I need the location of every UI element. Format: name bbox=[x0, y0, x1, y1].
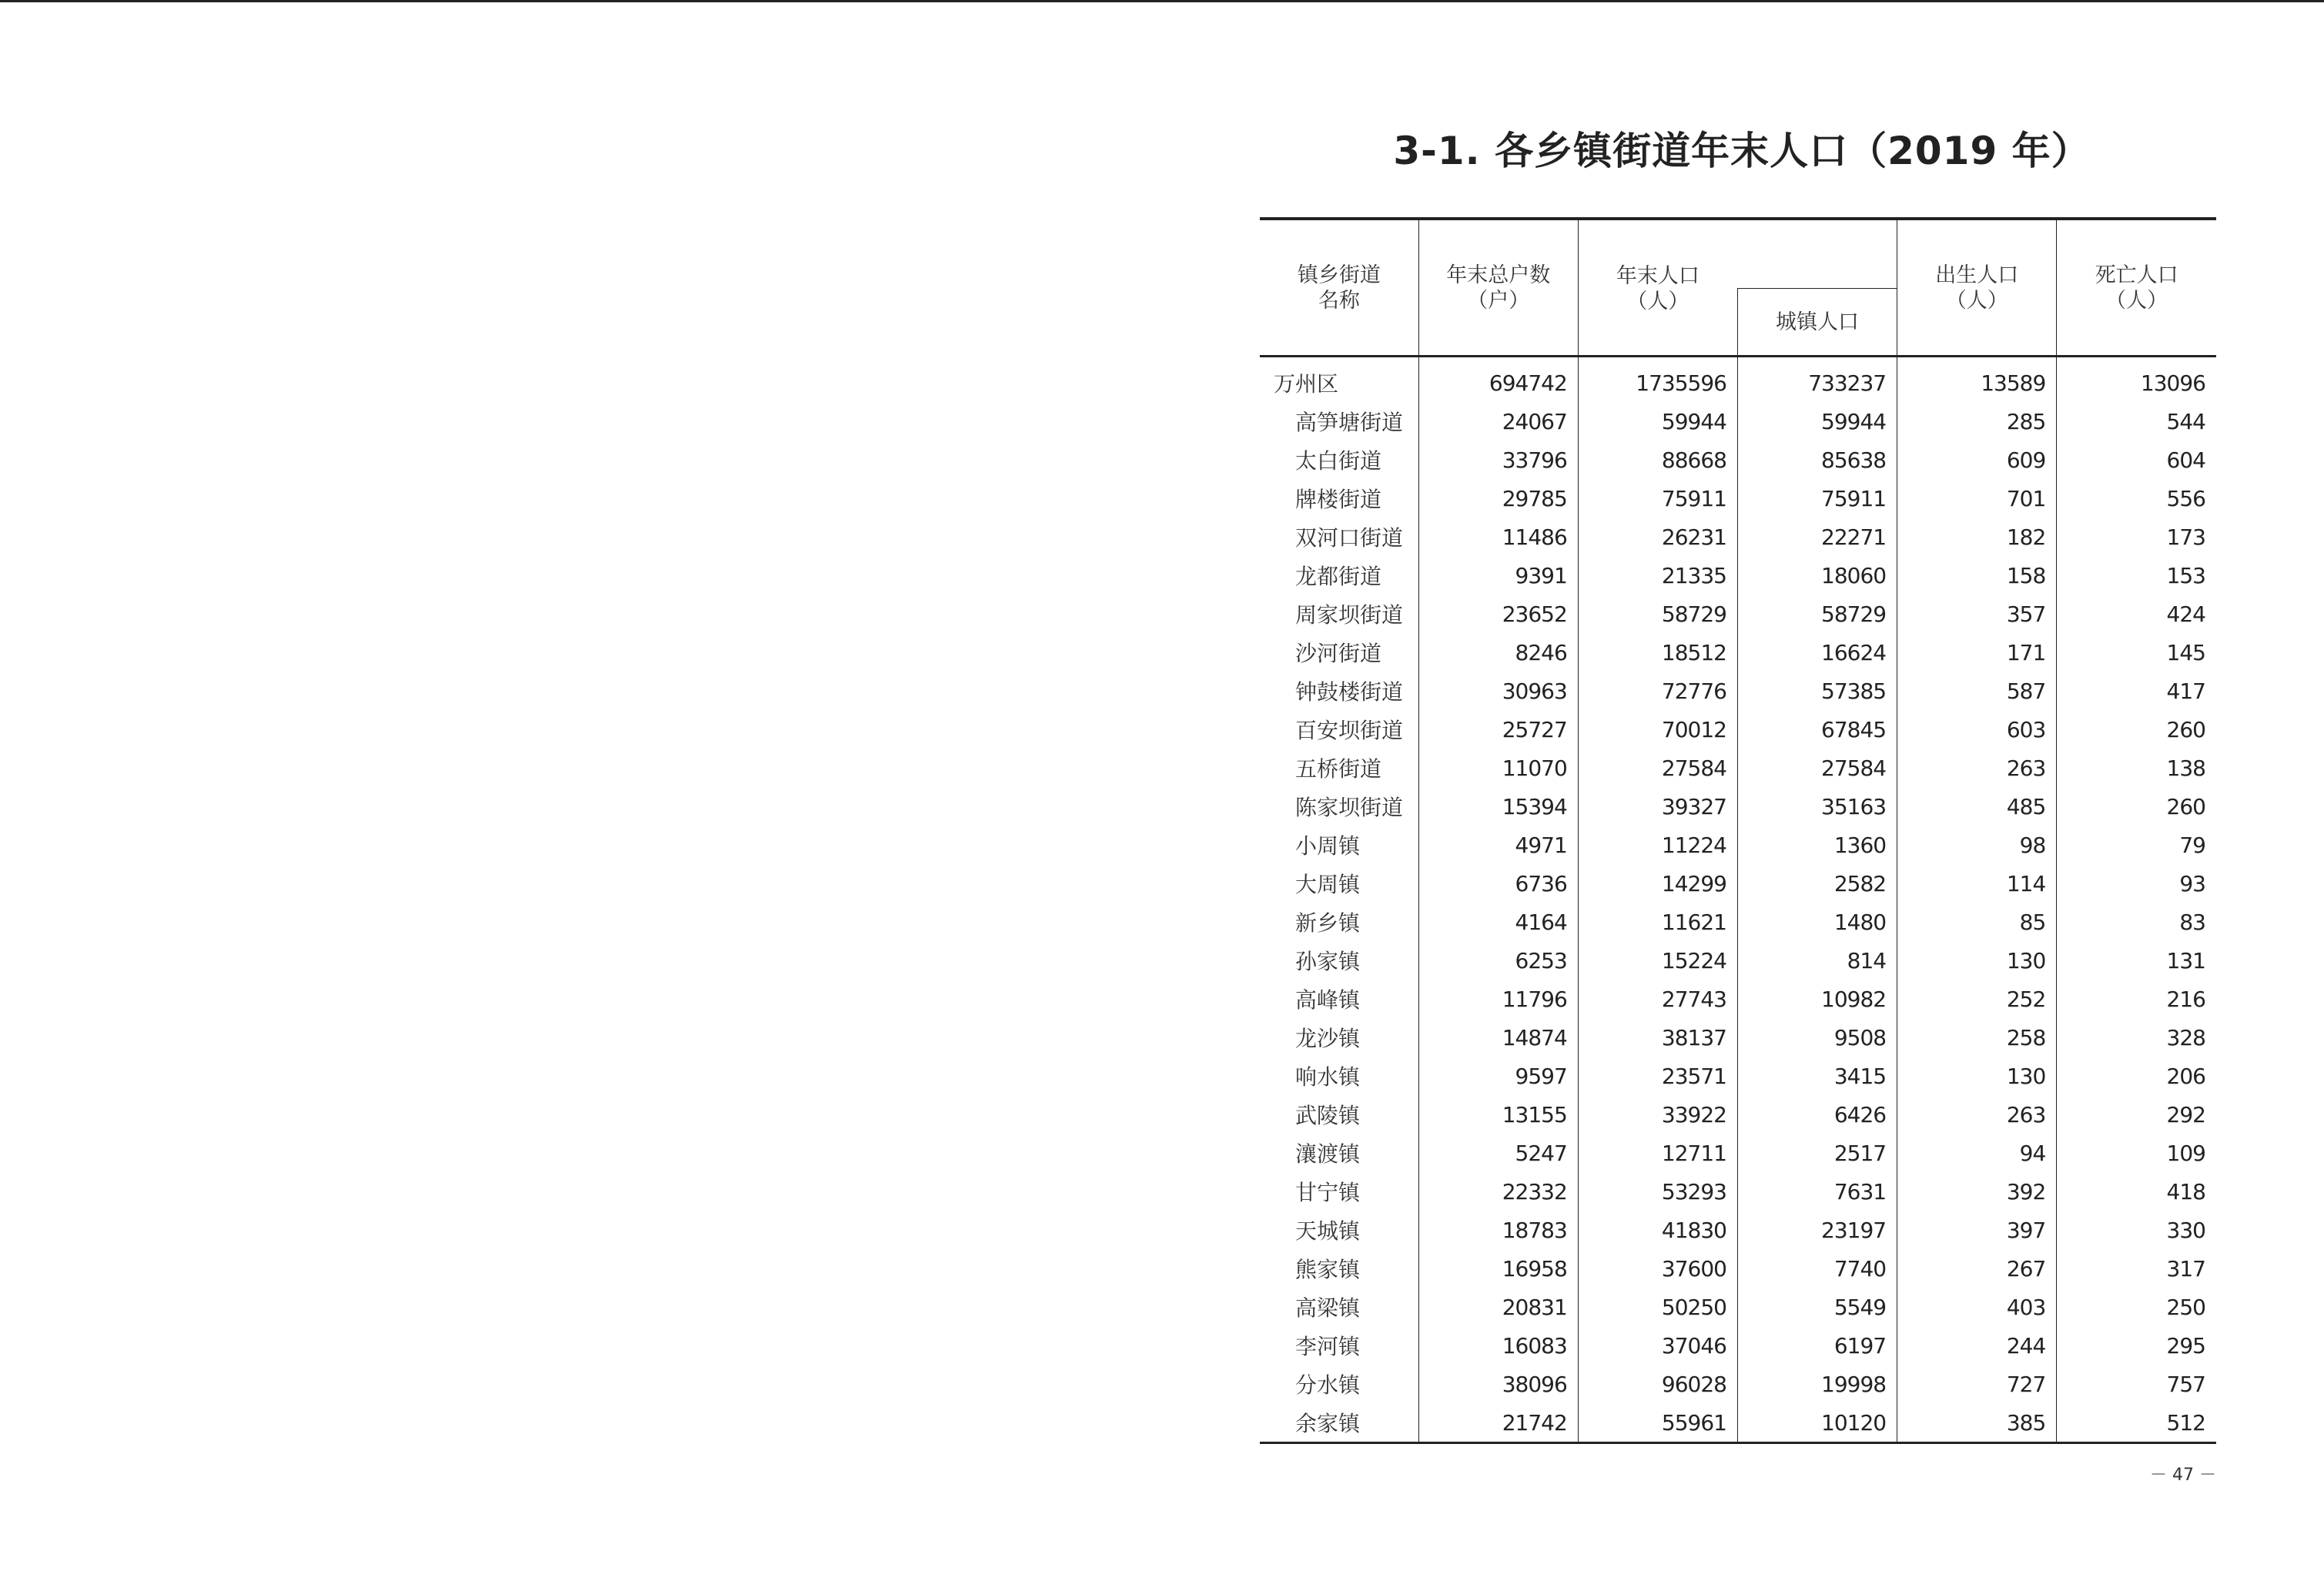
cell-households: 6736 bbox=[1418, 864, 1578, 903]
cell-households: 18783 bbox=[1418, 1211, 1578, 1249]
cell-births: 158 bbox=[1897, 556, 2057, 595]
header-births: 出生人口 （人） bbox=[1897, 219, 2057, 357]
cell-households: 9391 bbox=[1418, 556, 1578, 595]
table-row bbox=[1260, 479, 2216, 518]
row-name: 万州区 bbox=[1274, 371, 1339, 397]
row-name: 小周镇 bbox=[1295, 833, 1361, 859]
table-row bbox=[1260, 1403, 2216, 1443]
cell-households: 14874 bbox=[1418, 1018, 1578, 1057]
row-name: 熊家镇 bbox=[1295, 1257, 1361, 1282]
cell-births: 85 bbox=[1897, 903, 2057, 941]
cell-population: 23571 bbox=[1578, 1057, 1737, 1095]
cell-urban: 75911 bbox=[1737, 479, 1897, 518]
cell-population: 70012 bbox=[1578, 710, 1737, 749]
cell-births: 252 bbox=[1897, 980, 2057, 1018]
right-page bbox=[1260, 0, 2216, 1588]
cell-urban: 35163 bbox=[1737, 787, 1897, 826]
cell-deaths: 544 bbox=[2057, 402, 2216, 441]
cell-deaths: 79 bbox=[2057, 826, 2216, 864]
cell-births: 130 bbox=[1897, 941, 2057, 980]
table-row bbox=[1260, 556, 2216, 595]
cell-births: 397 bbox=[1897, 1211, 2057, 1249]
table-row bbox=[1260, 1134, 2216, 1172]
table-row bbox=[1260, 826, 2216, 864]
cell-urban: 1480 bbox=[1737, 903, 1897, 941]
page-title: 3-1. 各乡镇街道年末人口（2019 年） bbox=[1393, 129, 2091, 173]
cell-households: 21742 bbox=[1418, 1403, 1578, 1443]
cell-households: 11796 bbox=[1418, 980, 1578, 1018]
cell-urban: 10982 bbox=[1737, 980, 1897, 1018]
table-row bbox=[1260, 441, 2216, 479]
table-body bbox=[1260, 357, 2216, 1443]
cell-households: 694742 bbox=[1418, 357, 1578, 403]
cell-births: 244 bbox=[1897, 1326, 2057, 1365]
cell-households: 4164 bbox=[1418, 903, 1578, 941]
row-name: 高峰镇 bbox=[1295, 987, 1361, 1013]
population-table bbox=[1260, 217, 2216, 1444]
cell-urban: 814 bbox=[1737, 941, 1897, 980]
table-row bbox=[1260, 787, 2216, 826]
cell-households: 30963 bbox=[1418, 672, 1578, 710]
cell-births: 701 bbox=[1897, 479, 2057, 518]
cell-deaths: 295 bbox=[2057, 1326, 2216, 1365]
row-name: 余家镇 bbox=[1260, 1403, 1418, 1443]
row-name: 牌楼街道 bbox=[1295, 487, 1382, 512]
table-row bbox=[1260, 1249, 2216, 1288]
table-row bbox=[1260, 1172, 2216, 1211]
cell-births: 603 bbox=[1897, 710, 2057, 749]
cell-households: 15394 bbox=[1418, 787, 1578, 826]
cell-population: 26231 bbox=[1578, 518, 1737, 556]
row-name: 天城镇 bbox=[1295, 1218, 1361, 1244]
row-name: 新乡镇 bbox=[1295, 910, 1361, 936]
row-name: 沙河街道 bbox=[1295, 641, 1382, 666]
cell-urban: 7631 bbox=[1737, 1172, 1897, 1211]
row-name: 钟鼓楼街道 bbox=[1295, 679, 1404, 705]
cell-population: 37046 bbox=[1578, 1326, 1737, 1365]
cell-births: 263 bbox=[1897, 749, 2057, 787]
cell-households: 11486 bbox=[1418, 518, 1578, 556]
row-name: 李河镇 bbox=[1295, 1334, 1361, 1359]
cell-births: 267 bbox=[1897, 1249, 2057, 1288]
page-number: － 47 － bbox=[2150, 1466, 2216, 1485]
table-row bbox=[1260, 1211, 2216, 1249]
cell-births: 13589 bbox=[1897, 357, 2057, 403]
cell-deaths: 260 bbox=[2057, 787, 2216, 826]
cell-population: 33922 bbox=[1578, 1095, 1737, 1134]
cell-population: 15224 bbox=[1578, 941, 1737, 980]
header-urban: 城镇人口 bbox=[1737, 289, 1897, 357]
cell-urban: 6426 bbox=[1737, 1095, 1897, 1134]
table-row bbox=[1260, 1288, 2216, 1326]
table-row bbox=[1260, 903, 2216, 941]
cell-population: 14299 bbox=[1578, 864, 1737, 903]
cell-households: 13155 bbox=[1418, 1095, 1578, 1134]
row-name: 高梁镇 bbox=[1295, 1295, 1361, 1321]
cell-deaths: 260 bbox=[2057, 710, 2216, 749]
row-name: 大周镇 bbox=[1295, 872, 1361, 897]
table-row bbox=[1260, 1057, 2216, 1095]
cell-births: 385 bbox=[1897, 1403, 2057, 1443]
cell-urban: 19998 bbox=[1737, 1365, 1897, 1403]
row-name: 陈家坝街道 bbox=[1295, 795, 1404, 820]
cell-deaths: 556 bbox=[2057, 479, 2216, 518]
cell-population: 11224 bbox=[1578, 826, 1737, 864]
cell-births: 98 bbox=[1897, 826, 2057, 864]
table-row bbox=[1260, 749, 2216, 787]
cell-population: 55961 bbox=[1578, 1403, 1737, 1443]
cell-population: 27743 bbox=[1578, 980, 1737, 1018]
cell-households: 20831 bbox=[1418, 1288, 1578, 1326]
cell-deaths: 93 bbox=[2057, 864, 2216, 903]
table-header bbox=[1260, 219, 2216, 357]
cell-urban: 57385 bbox=[1737, 672, 1897, 710]
header-name: 镇乡街道 名称 bbox=[1260, 219, 1418, 357]
cell-urban: 22271 bbox=[1737, 518, 1897, 556]
cell-population: 58729 bbox=[1578, 595, 1737, 633]
cell-population: 41830 bbox=[1578, 1211, 1737, 1249]
cell-urban: 7740 bbox=[1737, 1249, 1897, 1288]
row-name: 龙沙镇 bbox=[1295, 1026, 1361, 1051]
cell-households: 33796 bbox=[1418, 441, 1578, 479]
cell-births: 609 bbox=[1897, 441, 2057, 479]
cell-births: 258 bbox=[1897, 1018, 2057, 1057]
cell-population: 88668 bbox=[1578, 441, 1737, 479]
cell-deaths: 417 bbox=[2057, 672, 2216, 710]
header-spacer bbox=[1737, 219, 1897, 289]
cell-households: 38096 bbox=[1418, 1365, 1578, 1403]
cell-urban: 6197 bbox=[1737, 1326, 1897, 1365]
table-row bbox=[1260, 1326, 2216, 1365]
cell-urban: 59944 bbox=[1737, 402, 1897, 441]
cell-households: 29785 bbox=[1418, 479, 1578, 518]
cell-population: 37600 bbox=[1578, 1249, 1737, 1288]
header-households: 年末总户数 （户） bbox=[1418, 219, 1578, 357]
cell-births: 485 bbox=[1897, 787, 2057, 826]
cell-population: 72776 bbox=[1578, 672, 1737, 710]
cell-population: 53293 bbox=[1578, 1172, 1737, 1211]
cell-urban: 18060 bbox=[1737, 556, 1897, 595]
cell-births: 403 bbox=[1897, 1288, 2057, 1326]
cell-households: 9597 bbox=[1418, 1057, 1578, 1095]
table-row bbox=[1260, 980, 2216, 1018]
cell-urban: 27584 bbox=[1737, 749, 1897, 787]
table-row bbox=[1260, 518, 2216, 556]
cell-deaths: 216 bbox=[2057, 980, 2216, 1018]
cell-urban: 3415 bbox=[1737, 1057, 1897, 1095]
cell-population: 12711 bbox=[1578, 1134, 1737, 1172]
cell-births: 587 bbox=[1897, 672, 2057, 710]
row-name: 百安坝街道 bbox=[1295, 718, 1404, 743]
cell-births: 392 bbox=[1897, 1172, 2057, 1211]
table-row bbox=[1260, 672, 2216, 710]
row-name: 瀼渡镇 bbox=[1295, 1141, 1361, 1167]
cell-population: 50250 bbox=[1578, 1288, 1737, 1326]
cell-births: 357 bbox=[1897, 595, 2057, 633]
cell-households: 24067 bbox=[1418, 402, 1578, 441]
cell-deaths: 328 bbox=[2057, 1018, 2216, 1057]
cell-births: 263 bbox=[1897, 1095, 2057, 1134]
cell-population: 96028 bbox=[1578, 1365, 1737, 1403]
cell-deaths: 317 bbox=[2057, 1249, 2216, 1288]
cell-deaths: 250 bbox=[2057, 1288, 2216, 1326]
cell-households: 25727 bbox=[1418, 710, 1578, 749]
row-name: 龙都街道 bbox=[1295, 564, 1382, 589]
cell-households: 4971 bbox=[1418, 826, 1578, 864]
cell-households: 11070 bbox=[1418, 749, 1578, 787]
table-row bbox=[1260, 595, 2216, 633]
cell-urban: 58729 bbox=[1737, 595, 1897, 633]
row-name: 武陵镇 bbox=[1295, 1103, 1361, 1128]
cell-deaths: 173 bbox=[2057, 518, 2216, 556]
table-row bbox=[1260, 402, 2216, 441]
cell-births: 130 bbox=[1897, 1057, 2057, 1095]
cell-deaths: 604 bbox=[2057, 441, 2216, 479]
cell-households: 16958 bbox=[1418, 1249, 1578, 1288]
row-name: 响水镇 bbox=[1295, 1064, 1361, 1090]
cell-deaths: 757 bbox=[2057, 1365, 2216, 1403]
header-deaths: 死亡人口 （人） bbox=[2057, 219, 2216, 357]
table-row bbox=[1260, 633, 2216, 672]
row-name: 太白街道 bbox=[1295, 448, 1382, 474]
header-population: 年末人口 （人） bbox=[1578, 219, 1737, 357]
cell-deaths: 83 bbox=[2057, 903, 2216, 941]
cell-deaths: 330 bbox=[2057, 1211, 2216, 1249]
cell-urban: 23197 bbox=[1737, 1211, 1897, 1249]
cell-deaths: 418 bbox=[2057, 1172, 2216, 1211]
cell-urban: 733237 bbox=[1737, 357, 1897, 403]
cell-households: 6253 bbox=[1418, 941, 1578, 980]
table-row bbox=[1260, 1018, 2216, 1057]
table-row bbox=[1260, 941, 2216, 980]
cell-households: 23652 bbox=[1418, 595, 1578, 633]
cell-births: 727 bbox=[1897, 1365, 2057, 1403]
table-row bbox=[1260, 1365, 2216, 1403]
table-row bbox=[1260, 864, 2216, 903]
cell-households: 5247 bbox=[1418, 1134, 1578, 1172]
row-name: 五桥街道 bbox=[1295, 756, 1382, 782]
cell-urban: 67845 bbox=[1737, 710, 1897, 749]
cell-births: 182 bbox=[1897, 518, 2057, 556]
cell-deaths: 109 bbox=[2057, 1134, 2216, 1172]
cell-urban: 5549 bbox=[1737, 1288, 1897, 1326]
cell-deaths: 424 bbox=[2057, 595, 2216, 633]
table-row bbox=[1260, 357, 2216, 403]
cell-population: 11621 bbox=[1578, 903, 1737, 941]
cell-births: 94 bbox=[1897, 1134, 2057, 1172]
cell-urban: 85638 bbox=[1737, 441, 1897, 479]
row-name: 孙家镇 bbox=[1295, 949, 1361, 974]
cell-population: 18512 bbox=[1578, 633, 1737, 672]
cell-deaths: 292 bbox=[2057, 1095, 2216, 1134]
cell-population: 39327 bbox=[1578, 787, 1737, 826]
cell-births: 114 bbox=[1897, 864, 2057, 903]
row-name: 分水镇 bbox=[1295, 1372, 1361, 1398]
cell-births: 285 bbox=[1897, 402, 2057, 441]
cell-households: 8246 bbox=[1418, 633, 1578, 672]
cell-urban: 2517 bbox=[1737, 1134, 1897, 1172]
cell-births: 171 bbox=[1897, 633, 2057, 672]
cell-deaths: 145 bbox=[2057, 633, 2216, 672]
cell-urban: 2582 bbox=[1737, 864, 1897, 903]
cell-deaths: 153 bbox=[2057, 556, 2216, 595]
cell-deaths: 206 bbox=[2057, 1057, 2216, 1095]
cell-deaths: 131 bbox=[2057, 941, 2216, 980]
table-row bbox=[1260, 1095, 2216, 1134]
row-name: 双河口街道 bbox=[1295, 525, 1404, 551]
cell-deaths: 13096 bbox=[2057, 357, 2216, 403]
row-name: 周家坝街道 bbox=[1295, 602, 1404, 628]
cell-deaths: 138 bbox=[2057, 749, 2216, 787]
row-name: 高笋塘街道 bbox=[1295, 410, 1404, 435]
cell-urban: 10120 bbox=[1737, 1403, 1897, 1443]
cell-population: 59944 bbox=[1578, 402, 1737, 441]
cell-urban: 16624 bbox=[1737, 633, 1897, 672]
cell-households: 22332 bbox=[1418, 1172, 1578, 1211]
cell-households: 16083 bbox=[1418, 1326, 1578, 1365]
cell-population: 38137 bbox=[1578, 1018, 1737, 1057]
cell-urban: 9508 bbox=[1737, 1018, 1897, 1057]
cell-deaths: 512 bbox=[2057, 1403, 2216, 1443]
cell-urban: 1360 bbox=[1737, 826, 1897, 864]
table-row bbox=[1260, 710, 2216, 749]
cell-population: 75911 bbox=[1578, 479, 1737, 518]
cell-population: 21335 bbox=[1578, 556, 1737, 595]
row-name: 甘宁镇 bbox=[1295, 1180, 1361, 1205]
cell-population: 27584 bbox=[1578, 749, 1737, 787]
cell-population: 1735596 bbox=[1578, 357, 1737, 403]
